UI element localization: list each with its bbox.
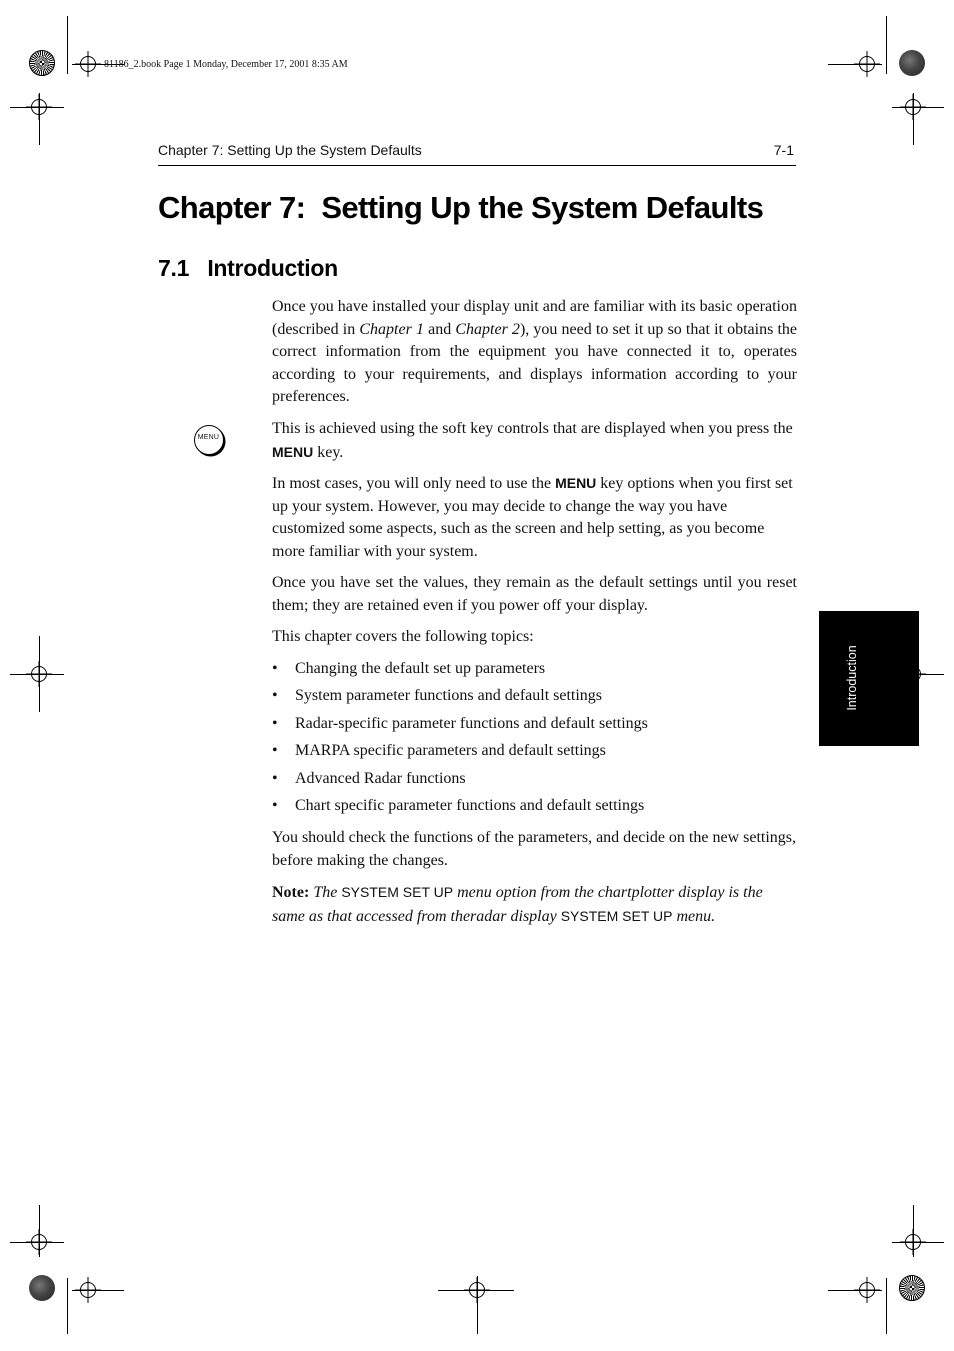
text-run: This is achieved using the soft key controls that are displayed when you press the [272,420,793,437]
registration-star-icon [29,50,55,76]
crop-mark [67,16,68,74]
print-slug: 81186_2.book Page 1 Monday, December 17, 2001 8:35 AM [104,59,348,70]
note-label: Note: [272,884,310,901]
registration-disc-icon [899,50,925,76]
crop-mark [892,107,944,108]
chapter-reference: Chapter 2 [455,320,520,338]
menu-option-name: SYSTEM SET UP [560,907,673,924]
crop-mark [892,1242,944,1243]
note [272,881,797,928]
menu-key-name: MENU [555,475,597,491]
running-head-title: Chapter 7: Setting Up the System Defaults [158,142,422,158]
crop-mark [39,93,40,145]
list-item: • Radar-specific parameter functions and default settings [272,714,648,732]
crop-mark [10,674,64,675]
paragraph-menu-key [272,418,797,464]
crop-mark [438,1290,514,1291]
list-item: • Advanced Radar functions [272,769,466,787]
list-item: • System parameter functions and default settings [272,687,603,705]
crop-mark [10,1242,64,1243]
text-run: Once you have installed your display unit and are familiar with its basic operation (described in [272,298,797,338]
text-run: key options when you first set up your system. However, you may decide to change the way you have customized some aspects, such as the screen and help setting, as you become more familiar with your system. [272,475,793,560]
crop-mark [67,1278,68,1334]
paragraph-check: You should check the functions of the parameters, and decide on the new settings, before making the changes. [272,829,797,869]
paragraph-defaults: Once you have set the values, they remain as the default settings until you reset them; they are retained even if you power off your display. [272,574,797,614]
thumb-tab-label: Introduction [845,645,859,711]
page-number: 7-1 [773,142,794,158]
text-run: In most cases, you will only need to use the [272,475,556,492]
crop-mark [913,93,914,145]
section-title: 7.1 Introduction [158,255,338,281]
text-run: menu option from the chartplotter display is the same as that accessed from theradar display [272,884,763,925]
text-run: menu. [672,907,716,925]
crop-mark [828,1290,882,1291]
crop-mark [886,16,887,74]
chapter-reference: Chapter 1 [359,320,424,338]
menu-key-label: MENU [197,434,220,441]
paragraph-most-cases [272,472,797,563]
header-rule [158,165,796,166]
text-run: and [423,320,456,338]
menu-option-name: SYSTEM SET UP [341,884,454,900]
text-run: ), you need to set it up so that it obtains the correct information from the equipment you have connected it to, operates according to your requirements, and displays information according to your preferences. [272,320,797,405]
crop-mark [72,1290,124,1291]
crop-mark [913,1205,914,1257]
menu-key-icon [194,425,224,455]
list-item: • Chart specific parameter functions and default settings [272,796,645,814]
text-run: key. [313,443,344,461]
registration-star-icon [899,1275,925,1301]
crop-mark [39,636,40,712]
section-thumb-tab [819,611,919,746]
crop-mark [39,1205,40,1257]
paragraph-topics-intro: This chapter covers the following topics: [272,628,534,645]
paragraph-intro [272,296,797,409]
menu-key-name: MENU [272,443,314,460]
crop-mark [828,64,882,65]
crop-mark [886,1278,887,1334]
list-item: • MARPA specific parameters and default settings [272,742,606,760]
chapter-title: Chapter 7: Setting Up the System Defaults [158,190,764,225]
crop-mark [10,107,64,108]
registration-disc-icon [29,1275,55,1301]
crop-mark [477,1276,478,1334]
text-run: The [309,884,342,901]
list-item: • Changing the default set up parameters [272,660,546,677]
topics-list [272,658,797,822]
